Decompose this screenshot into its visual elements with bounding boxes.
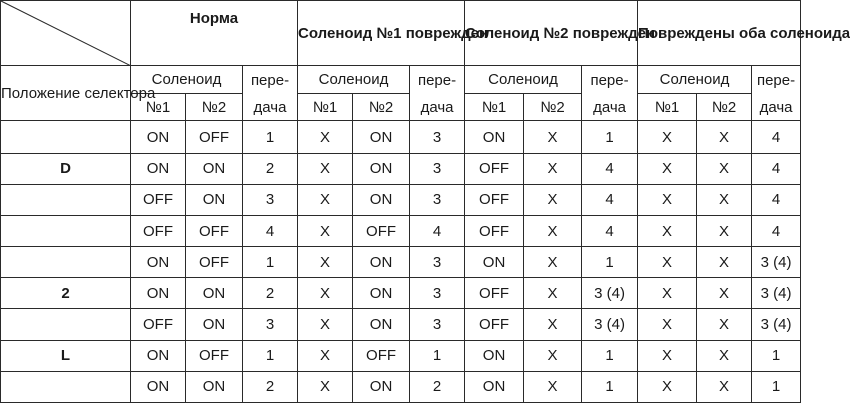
solenoid-no1-header: №1 [638,94,697,121]
subheader-row-1 [1,66,801,94]
gear-header-bottom: дача [243,94,298,121]
gear-header-top: пере- [752,66,801,94]
gear-header-bottom: дача [752,94,801,121]
cell-normal-gear: 2 [243,371,298,402]
table-row [1,153,801,184]
cell-sol2dmg-gear: 4 [582,153,638,184]
cell-sol1dmg-sol2: ON [353,121,410,153]
cell-sol2dmg-sol2: X [524,371,582,402]
cell-bothdmg-gear: 1 [752,371,801,402]
cell-bothdmg-sol2: X [697,153,752,184]
cell-normal-sol1: ON [131,247,186,278]
cell-bothdmg-sol2: X [697,371,752,402]
gear-header-bottom: дача [410,94,465,121]
cell-sol2dmg-gear: 3 (4) [582,309,638,340]
cell-sol2dmg-gear: 1 [582,247,638,278]
cell-normal-sol1: ON [131,371,186,402]
group-header-row [1,1,801,66]
cell-normal-sol1: ON [131,340,186,371]
cell-bothdmg-sol1: X [638,278,697,309]
cell-normal-sol1: ON [131,153,186,184]
cell-bothdmg-sol2: X [697,247,752,278]
cell-normal-sol2: ON [186,309,243,340]
cell-normal-sol1: OFF [131,215,186,246]
cell-sol1dmg-gear: 4 [410,215,465,246]
cell-bothdmg-sol1: X [638,184,697,215]
cell-sol2dmg-sol1: ON [465,121,524,153]
cell-sol1dmg-sol1: X [298,278,353,309]
cell-sol1dmg-gear: 3 [410,153,465,184]
cell-sol1dmg-sol1: X [298,184,353,215]
cell-bothdmg-gear: 4 [752,153,801,184]
cell-normal-gear: 1 [243,247,298,278]
cell-sol2dmg-sol1: OFF [465,309,524,340]
cell-sol2dmg-sol1: OFF [465,278,524,309]
cell-sol1dmg-sol1: X [298,309,353,340]
position-header: Положение селектора [1,66,131,121]
selector-cell [1,184,131,215]
cell-sol2dmg-sol1: ON [465,340,524,371]
selector-cell [1,247,131,278]
solenoid-header: Соленоид [638,66,752,94]
corner-cell [1,1,131,66]
cell-sol2dmg-sol2: X [524,153,582,184]
selector-cell [1,215,131,246]
selector-cell [1,309,131,340]
cell-bothdmg-sol2: X [697,184,752,215]
solenoid-header: Соленоид [298,66,410,94]
cell-bothdmg-sol1: X [638,371,697,402]
cell-bothdmg-sol1: X [638,153,697,184]
cell-normal-sol1: ON [131,121,186,153]
diagonal-line [1,1,130,65]
cell-bothdmg-sol1: X [638,247,697,278]
cell-sol1dmg-sol1: X [298,153,353,184]
cell-bothdmg-gear: 3 (4) [752,247,801,278]
cell-normal-sol1: OFF [131,184,186,215]
table-row [1,278,801,309]
cell-sol2dmg-gear: 4 [582,215,638,246]
gear-header-bottom: дача [582,94,638,121]
cell-sol1dmg-sol1: X [298,215,353,246]
cell-bothdmg-sol1: X [638,121,697,153]
cell-sol1dmg-sol1: X [298,247,353,278]
cell-sol1dmg-sol1: X [298,371,353,402]
cell-normal-sol2: OFF [186,121,243,153]
table-row [1,121,801,153]
gear-header-top: пере- [582,66,638,94]
cell-sol2dmg-sol2: X [524,184,582,215]
cell-sol1dmg-gear: 3 [410,247,465,278]
cell-bothdmg-sol2: X [697,215,752,246]
cell-sol1dmg-sol1: X [298,121,353,153]
cell-sol1dmg-sol2: OFF [353,340,410,371]
selector-cell: L [1,340,131,371]
cell-normal-gear: 3 [243,309,298,340]
table-row [1,371,801,402]
cell-sol2dmg-sol1: ON [465,371,524,402]
selector-cell: 2 [1,278,131,309]
cell-sol2dmg-gear: 1 [582,121,638,153]
cell-bothdmg-sol1: X [638,340,697,371]
solenoid-no1-header: №1 [298,94,353,121]
cell-sol2dmg-gear: 3 (4) [582,278,638,309]
cell-bothdmg-sol1: X [638,309,697,340]
solenoid-no2-header: №2 [697,94,752,121]
cell-normal-sol2: ON [186,278,243,309]
cell-sol1dmg-sol2: ON [353,309,410,340]
group-header-both-damaged: Повреждены оба соленоида [638,1,801,66]
group-header-solenoid2-damaged: Соленоид №2 поврежден [465,1,638,66]
cell-normal-sol1: ON [131,278,186,309]
cell-sol2dmg-sol1: ON [465,247,524,278]
cell-normal-sol2: OFF [186,340,243,371]
cell-normal-gear: 3 [243,184,298,215]
table-body [1,121,801,403]
table-row [1,340,801,371]
cell-normal-gear: 1 [243,340,298,371]
selector-cell [1,121,131,153]
cell-sol2dmg-sol2: X [524,278,582,309]
table-row [1,309,801,340]
cell-normal-sol2: ON [186,371,243,402]
cell-bothdmg-gear: 4 [752,121,801,153]
selector-cell [1,371,131,402]
cell-sol2dmg-gear: 4 [582,184,638,215]
solenoid-no2-header: №2 [186,94,243,121]
cell-sol1dmg-gear: 3 [410,121,465,153]
solenoid-no2-header: №2 [524,94,582,121]
group-header-normal: Норма [131,1,298,66]
cell-bothdmg-gear: 4 [752,215,801,246]
table-row [1,184,801,215]
gear-header-top: пере- [243,66,298,94]
cell-bothdmg-gear: 1 [752,340,801,371]
solenoid-no2-header: №2 [353,94,410,121]
cell-sol2dmg-sol2: X [524,247,582,278]
cell-sol1dmg-gear: 3 [410,278,465,309]
cell-bothdmg-sol2: X [697,340,752,371]
cell-sol2dmg-sol1: OFF [465,215,524,246]
cell-sol1dmg-sol2: ON [353,278,410,309]
solenoid-no1-header: №1 [131,94,186,121]
solenoid-no1-header: №1 [465,94,524,121]
cell-bothdmg-sol2: X [697,309,752,340]
cell-sol1dmg-sol2: ON [353,153,410,184]
cell-sol1dmg-sol2: ON [353,184,410,215]
solenoid-header: Соленоид [131,66,243,94]
cell-sol1dmg-gear: 3 [410,309,465,340]
cell-sol1dmg-sol1: X [298,340,353,371]
selector-cell: D [1,153,131,184]
cell-normal-sol2: OFF [186,215,243,246]
cell-sol2dmg-gear: 1 [582,340,638,371]
cell-sol1dmg-gear: 1 [410,340,465,371]
cell-sol2dmg-sol1: OFF [465,153,524,184]
cell-normal-sol2: ON [186,153,243,184]
cell-normal-gear: 4 [243,215,298,246]
cell-bothdmg-sol1: X [638,215,697,246]
table-row [1,215,801,246]
cell-normal-sol2: OFF [186,247,243,278]
cell-normal-gear: 2 [243,153,298,184]
cell-bothdmg-sol2: X [697,278,752,309]
group-header-solenoid1-damaged: Соленоид №1 поврежден [298,1,465,66]
cell-bothdmg-sol2: X [697,121,752,153]
cell-sol1dmg-sol2: OFF [353,215,410,246]
cell-sol2dmg-sol1: OFF [465,184,524,215]
table-row [1,247,801,278]
cell-normal-sol2: ON [186,184,243,215]
cell-normal-gear: 1 [243,121,298,153]
cell-sol2dmg-sol2: X [524,309,582,340]
gear-header-top: пере- [410,66,465,94]
cell-sol2dmg-sol2: X [524,121,582,153]
cell-sol1dmg-gear: 2 [410,371,465,402]
cell-sol1dmg-gear: 3 [410,184,465,215]
cell-sol1dmg-sol2: ON [353,247,410,278]
solenoid-header: Соленоид [465,66,582,94]
cell-normal-gear: 2 [243,278,298,309]
cell-bothdmg-gear: 3 (4) [752,278,801,309]
cell-bothdmg-gear: 4 [752,184,801,215]
cell-sol2dmg-sol2: X [524,340,582,371]
cell-sol2dmg-gear: 1 [582,371,638,402]
cell-normal-sol1: OFF [131,309,186,340]
cell-bothdmg-gear: 3 (4) [752,309,801,340]
cell-sol2dmg-sol2: X [524,215,582,246]
cell-sol1dmg-sol2: ON [353,371,410,402]
